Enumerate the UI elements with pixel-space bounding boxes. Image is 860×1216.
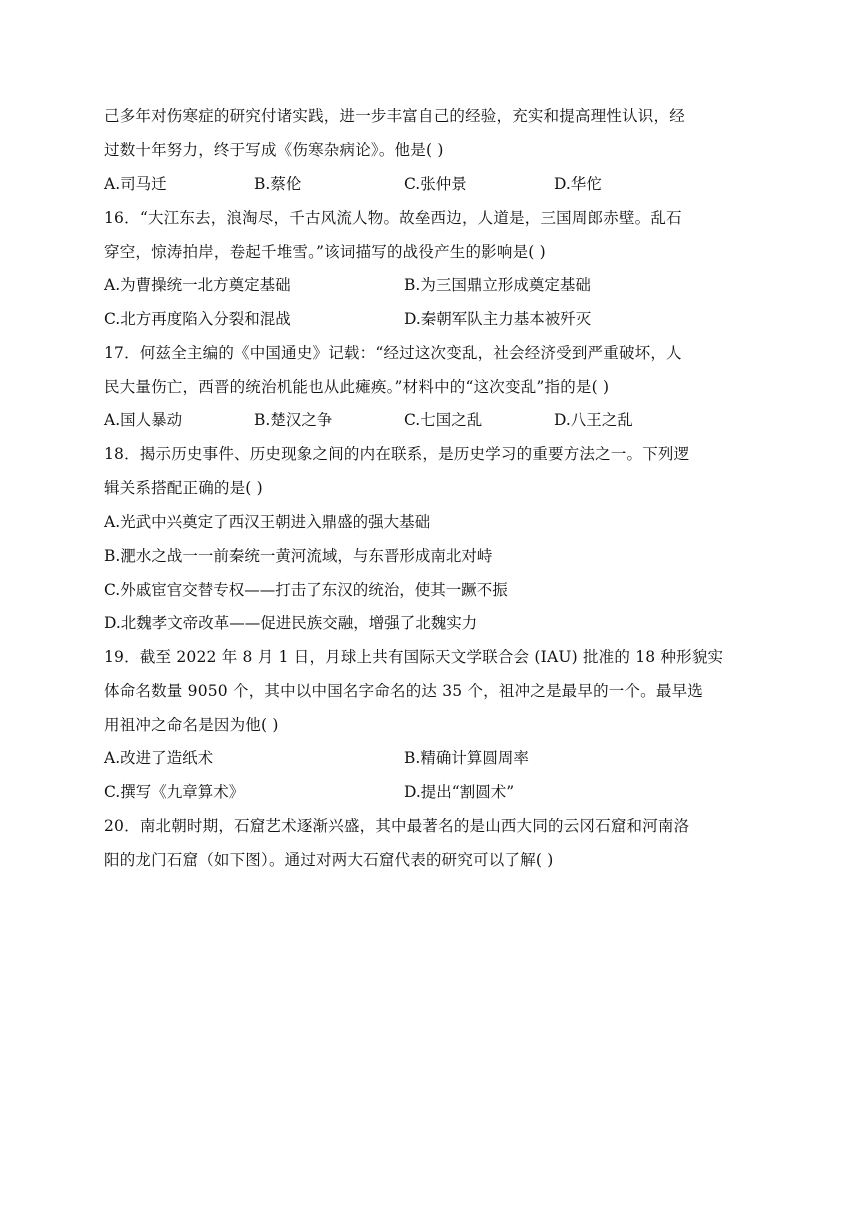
q15-line-1: 己多年对伤寒症的研究付诸实践，进一步丰富自己的经验，充实和提高理性认识，经: [104, 107, 685, 125]
q15-line-2: 过数十年努力，终于写成《伤寒杂病论》。他是( ): [104, 141, 444, 159]
q17-option-c: C.七国之乱: [404, 411, 483, 429]
q15-option-b: B.蔡伦: [254, 175, 302, 193]
q18-option-a: A.光武中兴奠定了西汉王朝进入鼎盛的强大基础: [104, 513, 431, 531]
q16-option-d: D.秦朝军队主力基本被歼灭: [404, 310, 592, 328]
q19-option-c: C.撰写《九章算术》: [104, 783, 245, 801]
q20-line-2: 阳的龙门石窟（如下图）。通过对两大石窟代表的研究可以了解( ): [104, 851, 554, 869]
q16-line-2: 穿空，惊涛拍岸，卷起千堆雪。”该词描写的战役产生的影响是( ): [104, 243, 546, 261]
q18-option-b: B.淝水之战一一前秦统一黄河流域，与东晋形成南北对峙: [104, 547, 493, 565]
q15-option-c: C.张仲景: [404, 175, 467, 193]
q19-line-1: 19．截至 2022 年 8 月 1 日，月球上共有国际天文学联合会 (IAU) 批准的 18 种形貌实: [104, 648, 724, 666]
q16-option-c: C.北方再度陷入分裂和混战: [104, 310, 291, 328]
q18-option-c: C.外戚宦官交替专权——打击了东汉的统治，使其一蹶不振: [104, 581, 508, 599]
q16-option-b: B.为三国鼎立形成奠定基础: [404, 276, 591, 294]
q15-option-a: A.司马迁: [104, 175, 167, 193]
q17-line-1: 17．何兹全主编的《中国通史》记载：“经过这次变乱，社会经济受到严重破坏，人: [104, 344, 682, 362]
q19-option-a: A.改进了造纸术: [104, 749, 214, 767]
q19-option-b: B.精确计算圆周率: [404, 749, 529, 767]
q16-line-1: 16．“大江东去，浪淘尽，千古风流人物。故垒西边，人道是，三国周郎赤壁。乱石: [104, 209, 682, 227]
q16-option-a: A.为曹操统一北方奠定基础: [104, 276, 291, 294]
q20-line-1: 20．南北朝时期，石窟艺术逐渐兴盛，其中最著名的是山西大同的云冈石窟和河南洛: [104, 817, 690, 835]
q19-line-2: 体命名数量 9050 个，其中以中国名字命名的达 35 个，祖冲之是最早的一个。最早选: [104, 682, 703, 700]
q17-line-2: 民大量伤亡，西晋的统治机能也从此瘫痪。”材料中的“这次变乱”指的是( ): [104, 378, 610, 396]
q18-line-2: 辑关系搭配正确的是( ): [104, 479, 263, 497]
q18-option-d: D.北魏孝文帝改革——促进民族交融，增强了北魏实力: [104, 614, 478, 632]
q17-option-b: B.楚汉之争: [254, 411, 333, 429]
q18-line-1: 18．揭示历史事件、历史现象之间的内在联系，是历史学习的重要方法之一。下列逻: [104, 445, 690, 463]
q17-option-a: A.国人暴动: [104, 411, 183, 429]
q19-option-d: D.提出“割圆术”: [404, 783, 515, 801]
q19-line-3: 用祖冲之命名是因为他( ): [104, 716, 279, 734]
q17-option-d: D.八王之乱: [554, 411, 633, 429]
q15-option-d: D.华佗: [554, 175, 602, 193]
